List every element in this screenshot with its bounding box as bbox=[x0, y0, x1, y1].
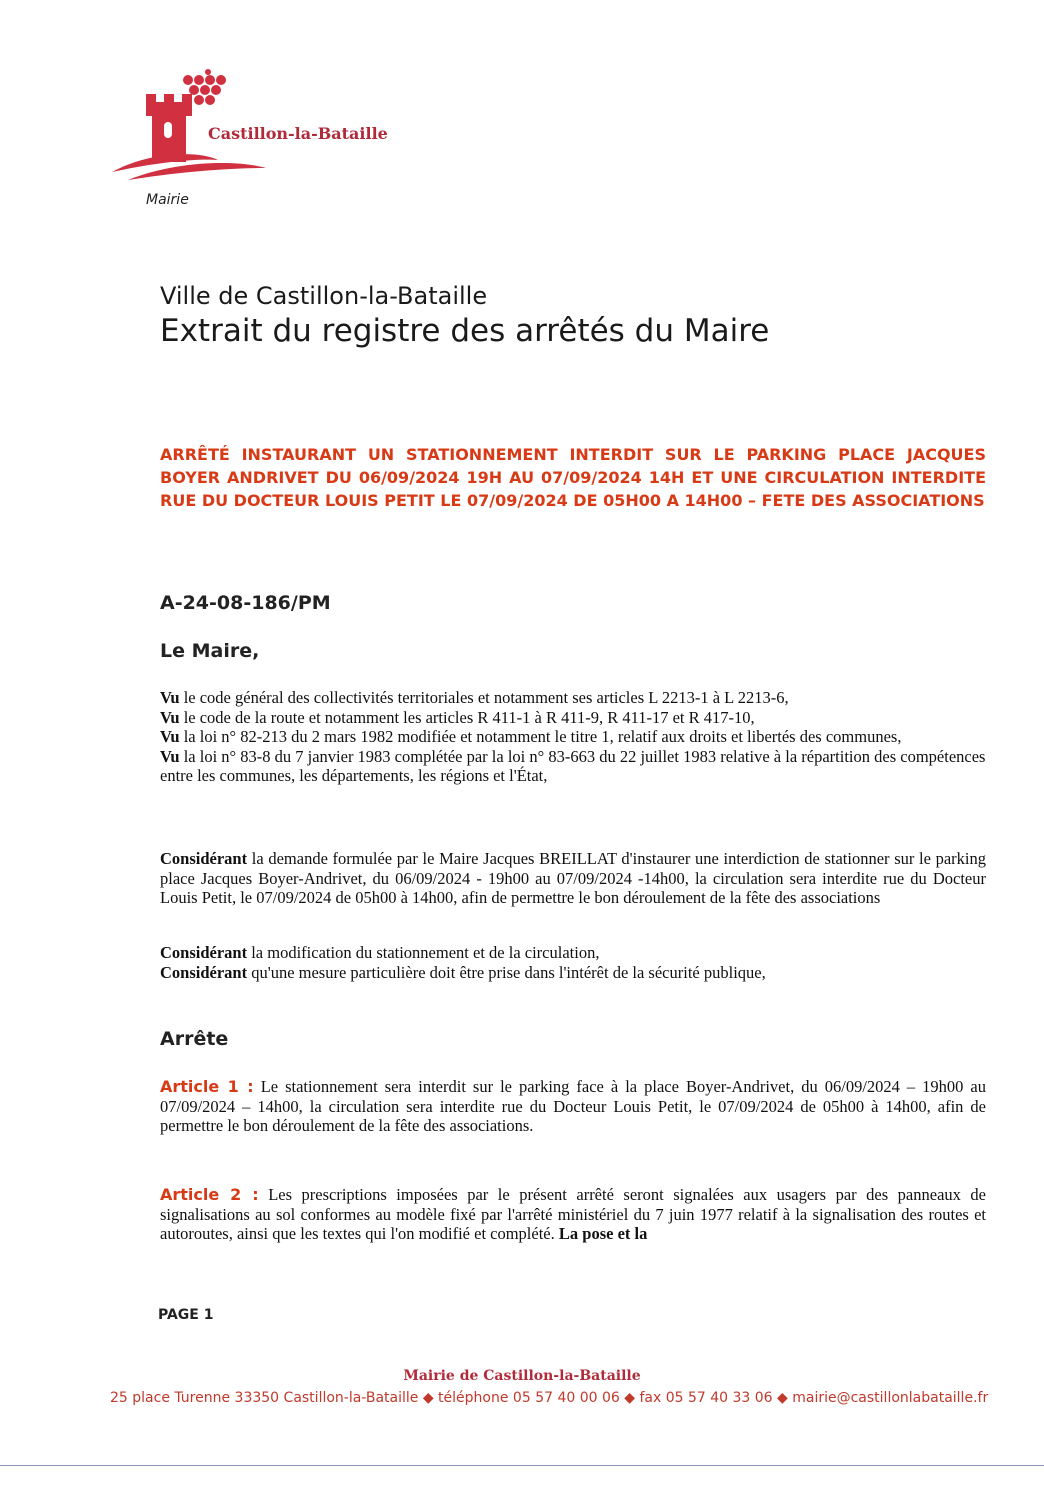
vu-keyword: Vu bbox=[160, 707, 180, 727]
vu-keyword: Vu bbox=[160, 727, 180, 746]
town-logo bbox=[108, 64, 428, 224]
article-2 bbox=[160, 1185, 986, 1244]
vu-item: Vu la loi n° 82-213 du 2 mars 1982 modifiée et notamment le titre 1, relatif aux droits et libertés des communes, bbox=[160, 727, 902, 746]
vu-section bbox=[160, 688, 986, 786]
vu-item: Vu le code de la route et notamment les articles R 411-1 à R 411-9, R 411-17 et R 417-10, bbox=[160, 707, 755, 727]
considerant-keyword: Considérant bbox=[160, 849, 248, 868]
considerant-item: Considérant la demande formulée par le Maire Jacques BREILLAT d'instaurer une interdiction de stationner sur le parking place Jacques Boyer-Andrivet, du 06/09/2024 - 19h00 au 07/09/2024 -14h00, la circulation sera interdite rue du Docteur Louis Petit, le 07/09/2024 de 05h00 à 14h00, afin de permettre le bon déroulement de la fête des associations bbox=[160, 849, 987, 907]
arrete-heading: Arrête bbox=[160, 1028, 229, 1050]
article-label: Article 1 : bbox=[160, 1077, 254, 1096]
logo-subtitle: Mairie bbox=[146, 192, 189, 208]
article-text: Le stationnement sera interdit sur le parking face à la place Boyer-Andrivet, du 06/09/2024 – 19h00 au 07/09/2024 – 14h00, la circulation sera interdite rue du Docteur Louis Petit, le 07/09/2024 de 05h00 à 14h00, afin de permettre le bon déroulement de la fête des associations. bbox=[160, 1077, 986, 1135]
logo-town-name: Castillon-la-Bataille bbox=[208, 124, 388, 143]
footer-divider bbox=[0, 1465, 1044, 1466]
vu-item: Vu la loi n° 83-8 du 7 janvier 1983 complétée par la loi n° 83-663 du 22 juillet 1983 relative à la répartition des compétences entre les communes, les départements, les régions et l'État, bbox=[160, 746, 986, 785]
footer-address: 25 place Turenne 33350 Castillon-la-Bataille ◆ téléphone 05 57 40 00 06 ◆ fax 05 57 40 33 06 ◆ mairie@castillonlabataille.fr bbox=[110, 1390, 989, 1406]
vu-keyword: Vu bbox=[160, 688, 180, 707]
article-text: Les prescriptions imposées par le présent arrêté seront signalées aux usagers par des panneaux de signalisations au sol conformes au modèle fixé par l'arrêté ministériel du 7 juin 1977 relatif à la signalisation des routes et autoroutes, ainsi que les textes qui l'on modifié et complété. bbox=[160, 1185, 986, 1243]
page-number: PAGE 1 bbox=[158, 1307, 214, 1323]
author-line: Le Maire, bbox=[160, 640, 260, 662]
town-heading: Ville de Castillon-la-Bataille bbox=[160, 282, 488, 310]
register-heading: Extrait du registre des arrêtés du Maire bbox=[160, 313, 770, 349]
vu-item: Vu le code général des collectivités territoriales et notamment ses articles L 2213-1 à L 2213-6, bbox=[160, 688, 789, 707]
considerant-item: Considérant la modification du stationnement et de la circulation, bbox=[160, 943, 600, 962]
arrete-reference: A-24-08-186/PM bbox=[160, 592, 331, 614]
considerant-section-2 bbox=[160, 943, 986, 982]
arrete-title: ARRÊTÉ INSTAURANT UN STATIONNEMENT INTERDIT SUR LE PARKING PLACE JACQUES BOYER ANDRIVET DU 06/09/2024 19H AU 07/09/2024 14H ET UNE CIRCULATION INTERDITE RUE DU DOCTEUR LOUIS PETIT LE 07/09/2024 DE 05H00 A 14H00 – FETE DES ASSOCIATIONS bbox=[160, 445, 986, 510]
vu-keyword: Vu bbox=[160, 746, 180, 766]
considerant-item: Considérant qu'une mesure particulière doit être prise dans l'intérêt de la sécurité publique, bbox=[160, 962, 766, 982]
footer-mairie-name: Mairie de Castillon-la-Bataille bbox=[403, 1368, 641, 1384]
article-bold-tail: La pose et la bbox=[558, 1224, 648, 1243]
article-label: Article 2 : bbox=[160, 1185, 259, 1204]
considerant-keyword: Considérant bbox=[160, 962, 248, 982]
considerant-section-1 bbox=[160, 849, 986, 908]
article-1 bbox=[160, 1077, 986, 1136]
considerant-keyword: Considérant bbox=[160, 943, 248, 962]
